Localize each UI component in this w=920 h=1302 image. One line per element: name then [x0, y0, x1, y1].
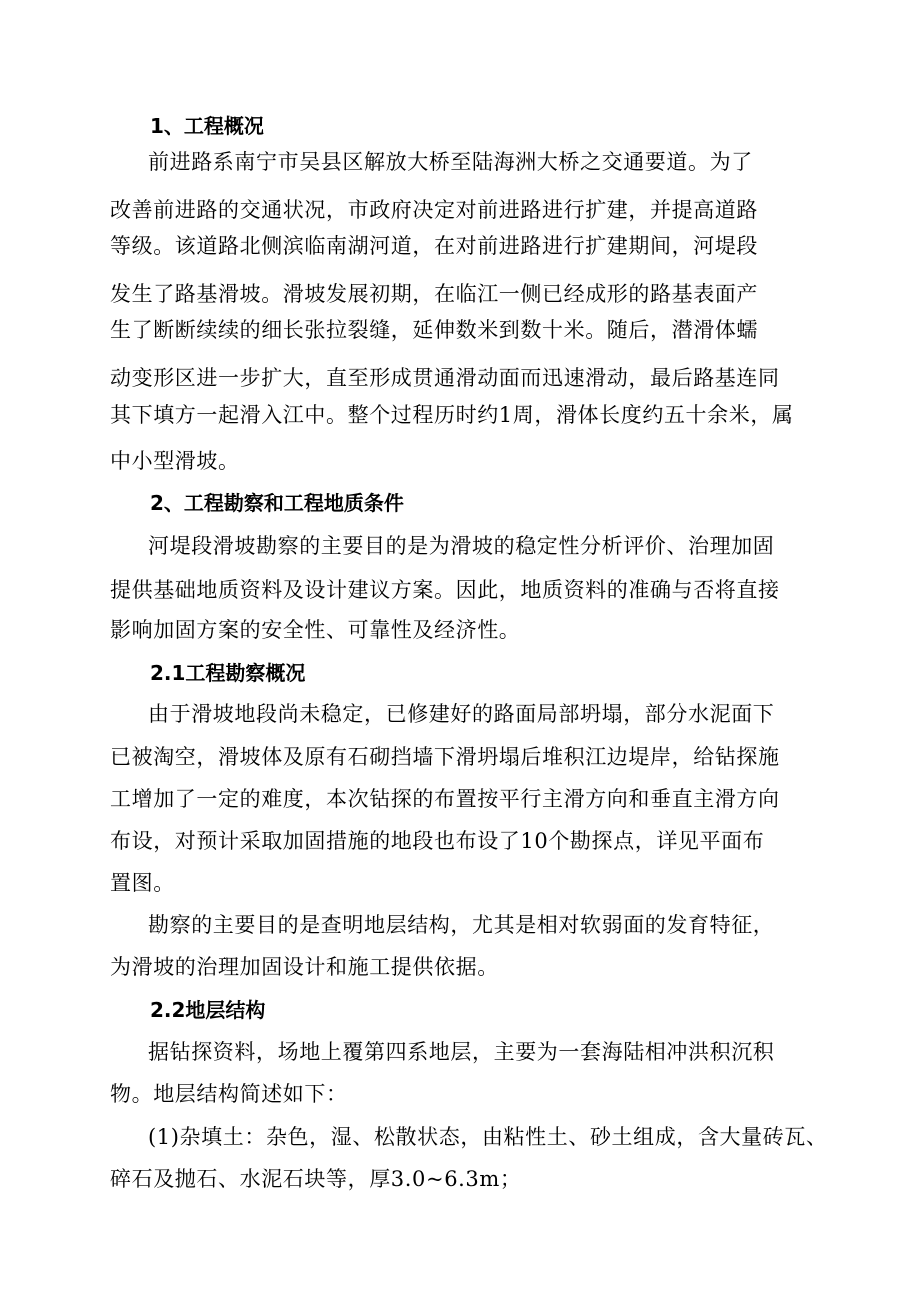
paragraph-line: 动变形区进一步扩大，直至形成贯通滑动面而迅速滑动，最后路基连同	[110, 366, 780, 390]
paragraph-line: (1)杂填土：杂色，湿、松散状态，由粘性土、砂土组成，含大量砖瓦、	[148, 1125, 828, 1149]
paragraph-line: 河堤段滑坡勘察的主要目的是为滑坡的稳定性分析评价、治理加固	[148, 534, 775, 558]
paragraph-line: 等级。该道路北侧滨临南湖河道，在对前进路进行扩建期间，河堤段	[110, 234, 758, 258]
paragraph-line: 改善前进路的交通状况，市政府决定对前进路进行扩建，并提高道路	[110, 198, 758, 222]
section-heading-survey-overview: 2.1工程勘察概况	[150, 661, 306, 685]
paragraph-line: 生了断断续续的细长张拉裂缝，延伸数米到数十米。随后，潜滑体蠕	[110, 318, 758, 342]
section-heading-strata: 2.2地层结构	[150, 998, 266, 1022]
paragraph-line: 置图。	[110, 871, 175, 895]
paragraph-line: 前进路系南宁市吴县区解放大桥至陆海洲大桥之交通要道。为了	[148, 150, 753, 174]
paragraph-line: 由于滑坡地段尚未稳定，已修建好的路面局部坍塌，部分水泥面下	[148, 702, 775, 726]
section-heading-survey: 2、工程勘察和工程地质条件	[150, 491, 404, 515]
paragraph-line: 提供基础地质资料及设计建议方案。因此，地质资料的准确与否将直接	[110, 578, 780, 602]
paragraph-line: 已被淘空，滑坡体及原有石砌挡墙下滑坍塌后堆积江边堤岸，给钻探施	[110, 745, 780, 769]
paragraph-line: 中小型滑坡。	[110, 449, 240, 473]
paragraph-line: 其下填方一起滑入江中。整个过程历时约1周，滑体长度约五十余米，属	[110, 403, 794, 427]
paragraph-line: 据钻探资料，场地上覆第四系地层，主要为一套海陆相冲洪积沉积	[148, 1040, 775, 1064]
paragraph-line: 发生了路基滑坡。滑坡发展初期，在临江一侧已经成形的路基表面产	[110, 282, 758, 306]
paragraph-line: 影响加固方案的安全性、可靠性及经济性。	[110, 618, 521, 642]
paragraph-line: 碎石及抛石、水泥石块等，厚3.0~6.3m；	[110, 1167, 522, 1191]
paragraph-line: 勘察的主要目的是查明地层结构，尤其是相对软弱面的发育特征，	[148, 913, 775, 937]
paragraph-line: 布设，对预计采取加固措施的地段也布设了10个勘探点，详见平面布	[110, 829, 765, 853]
paragraph-line: 物。地层结构简述如下：	[110, 1082, 348, 1106]
paragraph-line: 为滑坡的治理加固设计和施工提供依据。	[110, 955, 499, 979]
section-heading-overview: 1、工程概况	[150, 114, 264, 138]
paragraph-line: 工增加了一定的难度，本次钻探的布置按平行主滑方向和垂直主滑方向	[110, 787, 780, 811]
